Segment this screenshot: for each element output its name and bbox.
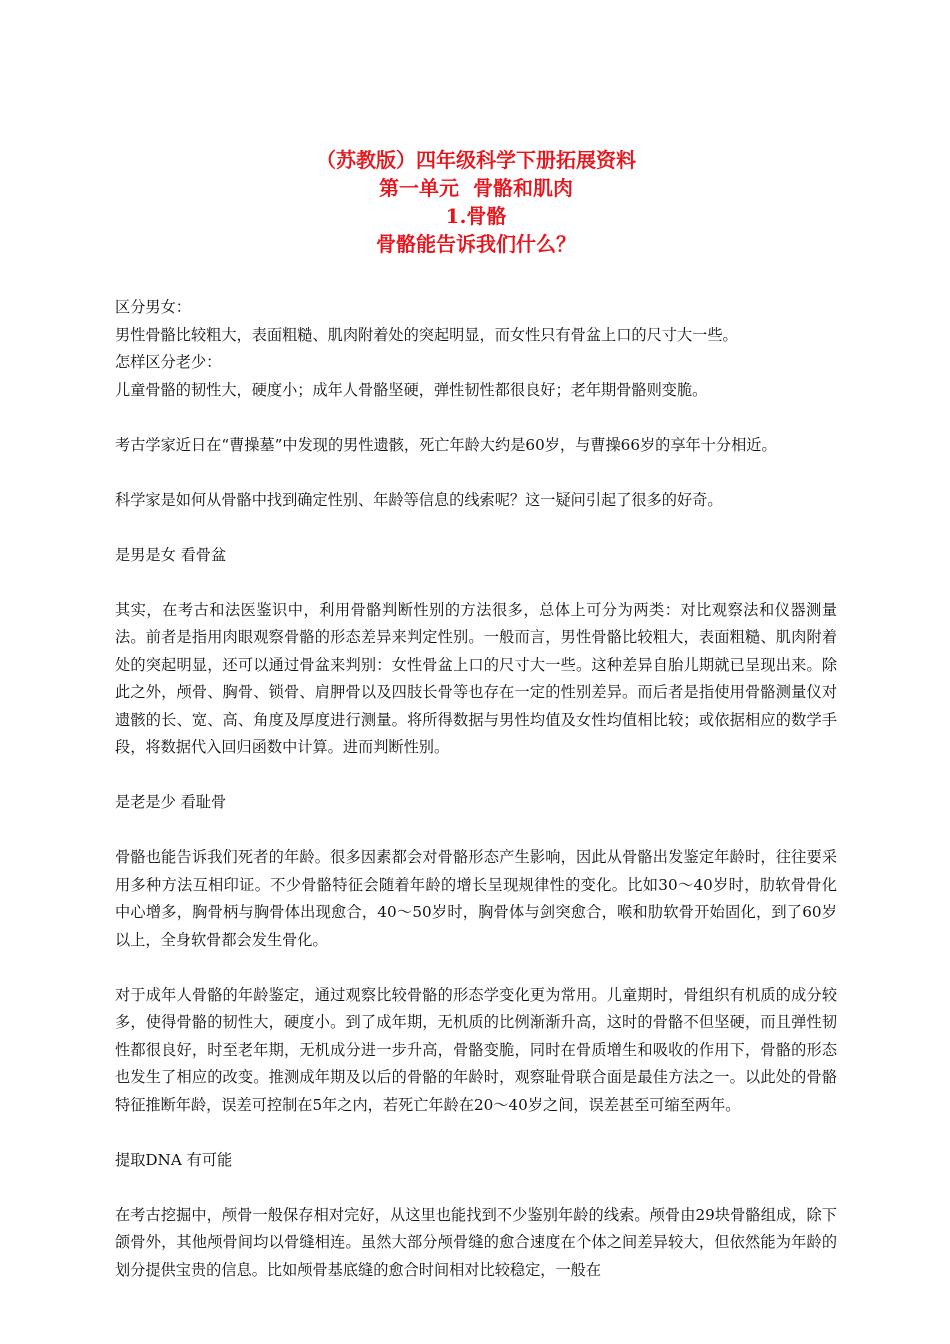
spacer — [115, 1119, 837, 1147]
section-heading-pelvis: 是男是女 看骨盆 — [115, 545, 227, 564]
paragraph-age-heading: 怎样区分老少： — [115, 353, 222, 371]
title-line-2: 第一单元 骨骼和肌肉 — [379, 176, 573, 200]
section-heading-dna: 提取DNA 有可能 — [115, 1150, 233, 1169]
title-line-3: 1.骨骼 — [445, 204, 507, 228]
paragraph-age-text: 儿童骨骼的韧性大，硬度小；成年人骨骼坚硬，弹性韧性都很良好；老年期骨骼则变脆。 — [115, 380, 708, 399]
title-line-4: 骨骼能告诉我们什么？ — [376, 232, 576, 256]
paragraph-sex-methods: 其实，在考古和法医鉴识中，利用骨骼判断性别的方法很多，总体上可分为两类：对比观察法和仪器测量法。前者是指用肉眼观察骨骼的形态差异来判定性别。一般而言，男性骨骼比较粗大，表面粗糙、肌肉附着处的突起明显，还可以通过骨盆来判别：女性骨盆上口的尺寸大一些。这种差异自胎儿期就已呈现出来。除此之外，颅骨、胸骨、锁骨、肩胛骨以及四肢长骨等也存在一定的性别差异。而后者是指使用骨骼测量仪对遗骸的长、宽、高、角度及厚度进行测量。将所得数据与男性均值及女性均值相比较；或依据相应的数学手段，将数据代入回归函数中计算。进而判断性别。 — [115, 600, 837, 756]
spacer — [115, 817, 837, 845]
spacer — [115, 762, 837, 790]
paragraph-question: 科学家是如何从骨骼中找到确定性别、年龄等信息的线索呢？这一疑问引起了很多的好奇。 — [115, 490, 723, 509]
paragraph-skull: 在考古挖掘中，颅骨一般保存相对完好，从这里也能找到不少鉴别年龄的线索。颅骨由29块骨骼组成，除下颌骨外，其他颅骨间均以骨缝相连。虽然大部分颅骨缝的愈合速度在个体之间差异较大，但依然能为年龄的划分提供宝贵的信息。比如颅骨基底缝的愈合时间相对比较稳定，一般在 — [115, 1205, 837, 1279]
paragraph-age-features: 骨骼也能告诉我们死者的年龄。很多因素都会对骨骼形态产生影响，因此从骨骼出发鉴定年龄时，往往要采用多种方法互相印证。不少骨骼特征会随着年龄的增长呈现规律性的变化。比如30～40岁时，肋软骨骨化中心增多，胸骨柄与胸骨体出现愈合，40～50岁时，胸骨体与剑突愈合，喉和肋软骨开始固化，到了60岁以上，全身软骨都会发生骨化。 — [115, 848, 837, 949]
spacer — [115, 459, 837, 487]
section-heading-pubis: 是老是少 看耻骨 — [115, 793, 227, 811]
paragraph-caocao: 考古学家近日在“曹操墓”中发现的男性遗骸，死亡年龄大约是60岁，与曹操66岁的享年十分相近。 — [115, 435, 777, 454]
document-title — [115, 146, 837, 258]
paragraph-gender-heading: 区分男女： — [115, 298, 191, 316]
spacer — [115, 1174, 837, 1202]
paragraph-adult-age: 对于成年人骨骼的年龄鉴定，通过观察比较骨骼的形态学变化更为常用。儿童期时，骨组织有机质的成分较多，使得骨骼的韧性大，硬度小。到了成年期，无机质的比例渐渐升高，这时的骨骼不但坚硬，而且弹性韧性都很良好，时至老年期，无机成分进一步升高，骨骼变脆，同时在骨质增生和吸收的作用下，骨骼的形态也发生了相应的改变。推测成年期及以后的骨骼的年龄时，观察耻骨联合面是最佳方法之一。以此处的骨骼特征推断年龄，误差可控制在5年之内，若死亡年龄在20～40岁之间，误差甚至可缩至两年。 — [115, 985, 837, 1114]
spacer — [115, 514, 837, 542]
document-page — [115, 146, 837, 1284]
spacer — [115, 569, 837, 597]
spacer — [115, 404, 837, 432]
spacer — [115, 954, 837, 982]
title-line-1: （苏教版）四年级科学下册拓展资料 — [316, 148, 636, 172]
paragraph-gender-text: 男性骨骼比较粗大，表面粗糙、肌肉附着处的突起明显，而女性只有骨盆上口的尺寸大一些。 — [115, 325, 738, 344]
